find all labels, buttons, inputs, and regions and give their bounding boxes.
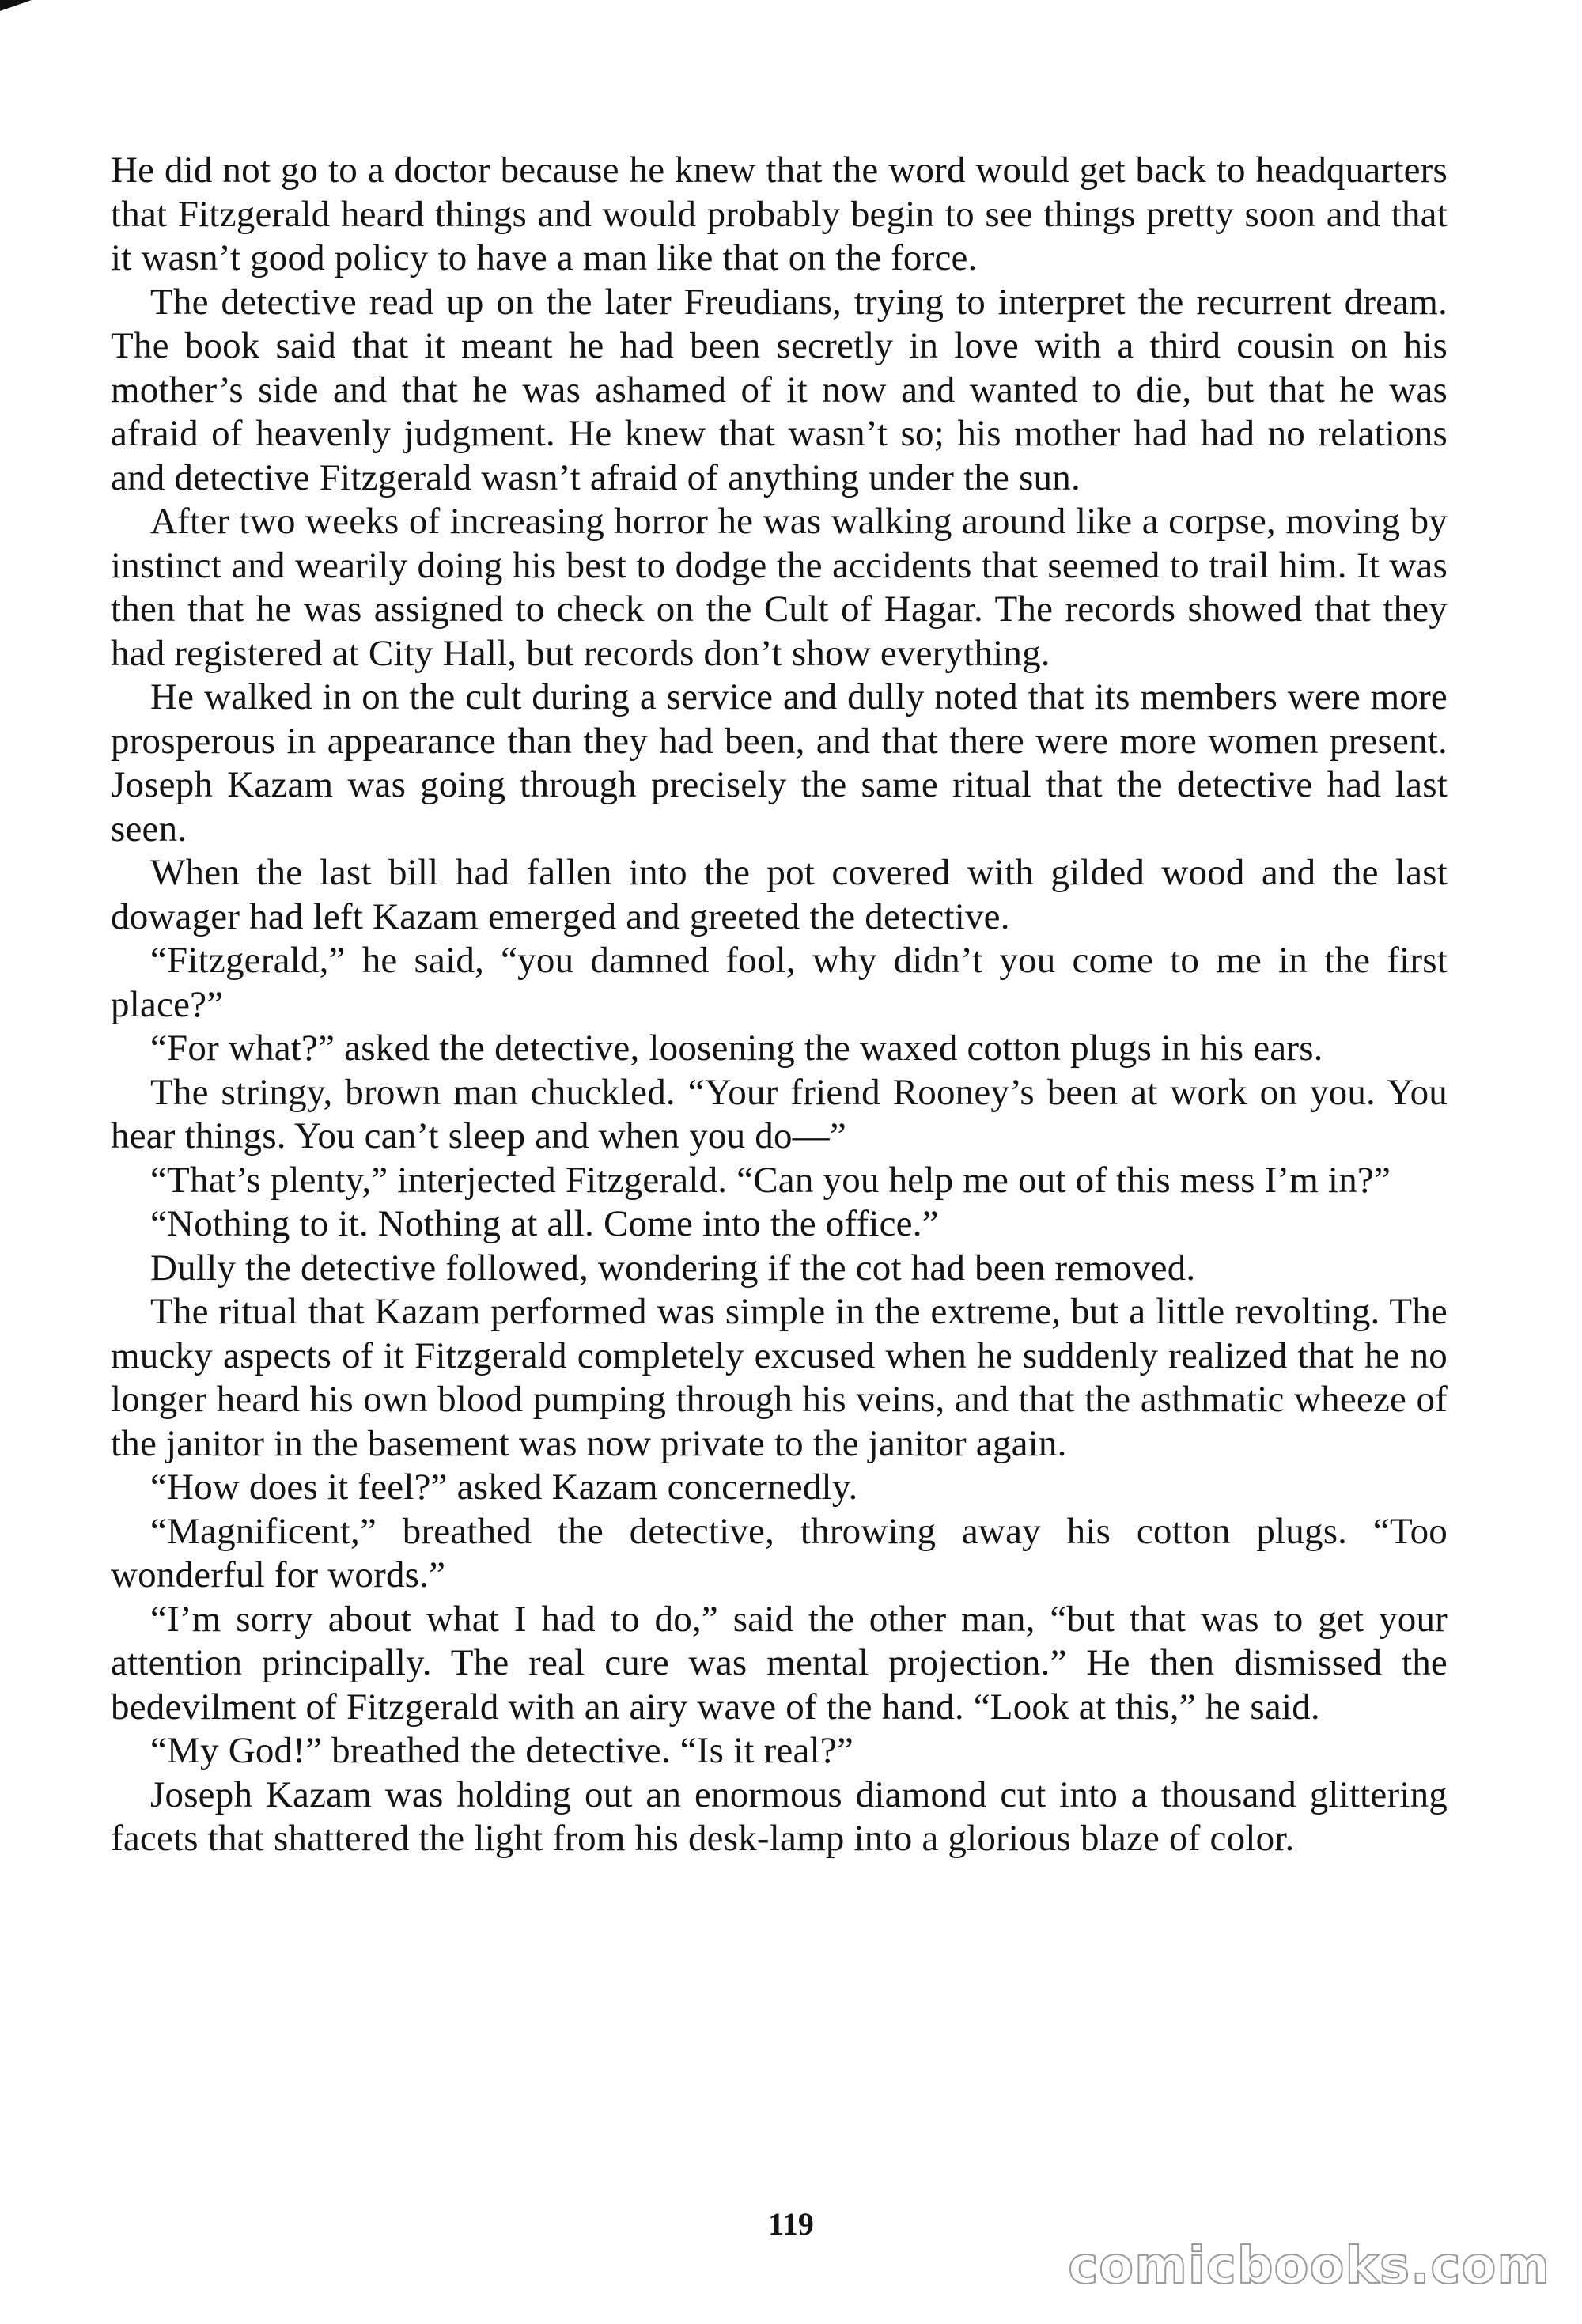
paragraph: He did not go to a doctor because he knew that the word would get back to headquarters that Fitzgerald heard things and would probably begin to see things pretty soon and that it wasn’t good policy to have a man like that on the force. — [111, 150, 1448, 278]
paragraph: “Fitzgerald,” he said, “you damned fool, why didn’t you come to me in the first place?” — [111, 940, 1448, 1025]
paragraph: “I’m sorry about what I had to do,” said the other man, “but that was to get your attention principally. The real cure was mental projection.” He then dismissed the bedevilment of Fitzgerald with an airy wave of the hand. “Look at this,” he said. — [111, 1598, 1448, 1728]
paragraph: “My God!” breathed the detective. “Is it real?” — [150, 1730, 853, 1771]
page-body — [111, 149, 1448, 1861]
paragraph: He walked in on the cult during a service and dully noted that its members were more prosperous in appearance than they had been, and that there were more women present. Joseph Kazam was going through precisely the same ritual that the detective had last seen. — [111, 676, 1448, 850]
paragraph: “That’s plenty,” interjected Fitzgerald. “Can you help me out of this mess I’m in?” — [150, 1159, 1391, 1201]
scan-corner-mark — [0, 0, 32, 11]
paragraph: “Nothing to it. Nothing at all. Come into the office.” — [150, 1203, 939, 1244]
paragraph: When the last bill had fallen into the pot covered with gilded wood and the last dowager had left Kazam emerged and greeted the detective. — [111, 852, 1448, 937]
paragraph: “For what?” asked the detective, loosening the waxed cotton plugs in his ears. — [150, 1028, 1323, 1069]
paragraph: After two weeks of increasing horror he was walking around like a corpse, moving by instinct and wearily doing his best to dodge the accidents that seemed to trail him. It was then that he was assigned to check on the Cult of Hagar. The records showed that they had registered at City Hall, but records don’t show everything. — [111, 501, 1448, 674]
paragraph: “How does it feel?” asked Kazam concernedly. — [150, 1467, 858, 1508]
watermark: comicbooks.com — [1068, 2237, 1550, 2296]
paragraph: Joseph Kazam was holding out an enormous diamond cut into a thousand glittering facets that shattered the light from his desk-lamp into a glorious blaze of color. — [111, 1773, 1448, 1859]
paragraph: The ritual that Kazam performed was simple in the extreme, but a little revolting. The mucky aspects of it Fitzgerald completely excused when he suddenly realized that he no longer heard his own blood pumping through his veins, and that the asthmatic wheeze of the janitor in the basement was now private to the janitor again. — [111, 1291, 1448, 1464]
paragraph: The detective read up on the later Freudians, trying to interpret the recurrent dream. The book said that it meant he had been secretly in love with a third cousin on his mother’s side and that he was ashamed of it now and wanted to die, but that he was afraid of heavenly judgment. He knew that wasn’t so; his mother had had no relations and detective Fitzgerald wasn’t afraid of anything under the sun. — [111, 281, 1448, 498]
paragraph: The stringy, brown man chuckled. “Your friend Rooney’s been at work on you. You hear things. You can’t sleep and when you do—” — [111, 1071, 1448, 1156]
paragraph: Dully the detective followed, wondering if the cot had been removed. — [150, 1247, 1196, 1289]
paragraph: “Magnificent,” breathed the detective, throwing away his cotton plugs. “Too wonderful for words.” — [111, 1510, 1448, 1595]
page-number: 119 — [768, 2206, 814, 2242]
